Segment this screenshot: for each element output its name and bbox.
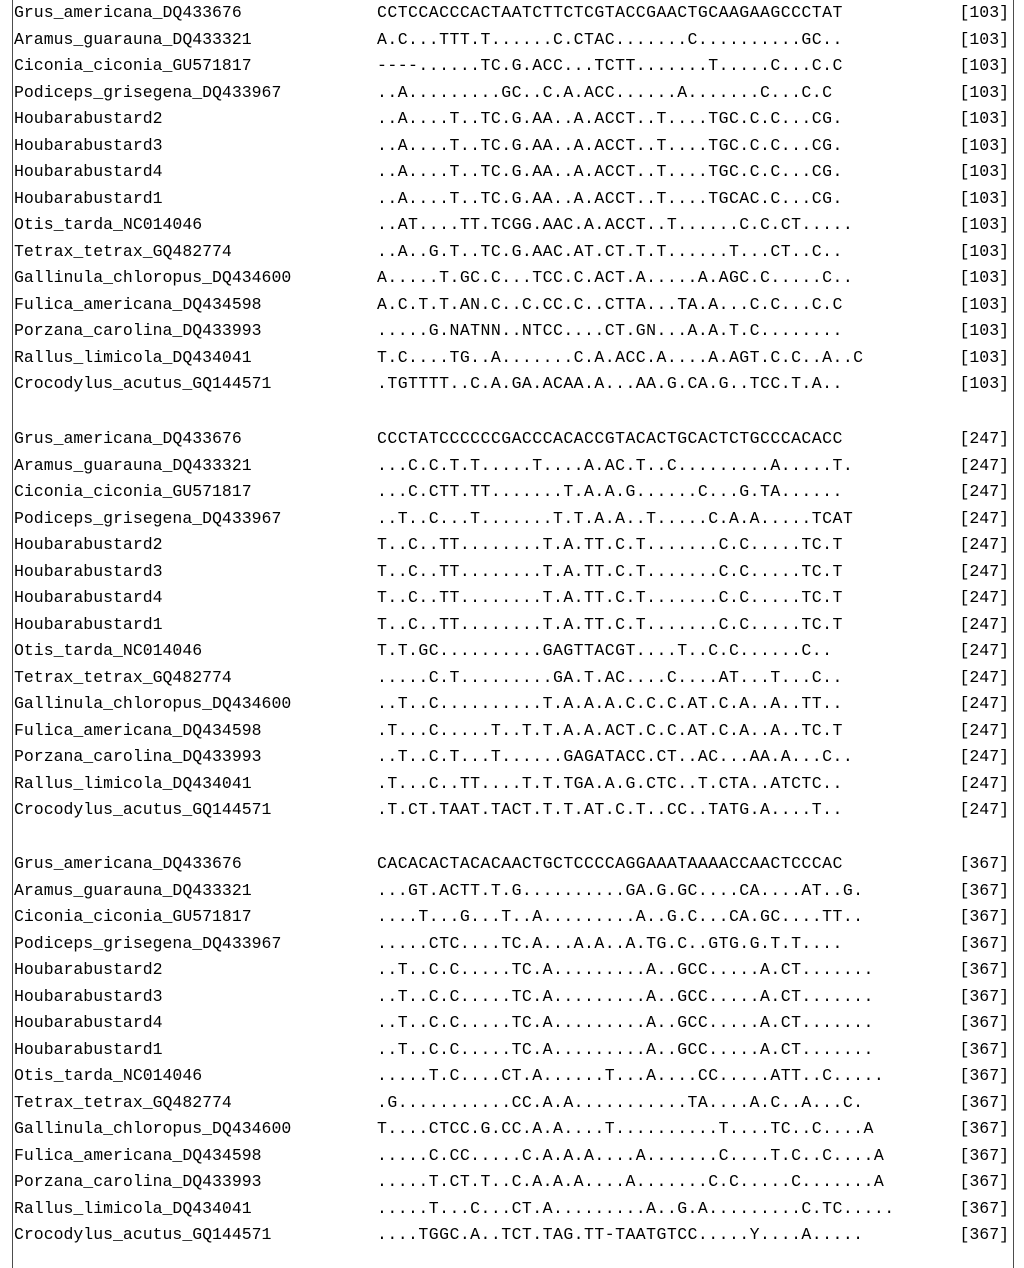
alignment-block [14,426,1010,824]
sequence-segment: ----......TC.G.ACC...TCTT.......T.....C...C.C [377,56,843,75]
position-marker: [103] [959,347,1009,367]
sequence-segment: ...GT.ACTT.T.G..........GA.G.GC....CA....AT..G. [377,880,864,900]
alignment-row [14,797,1010,824]
sequence-segment: ....TGGC.A..TCT.TAG.TT-TAATGTCC.....Y....A..... [377,1225,864,1244]
taxon-label: Podiceps_grisegena_DQ433967 [14,508,282,528]
taxon-label: Gallinula_chloropus_DQ434600 [14,268,292,287]
taxon-label: Porzana_carolina_DQ433993 [14,321,262,340]
position-marker: [367] [959,1119,1009,1138]
alignment-row [14,133,1010,160]
sequence-segment: ..T..C.C.....TC.A.........A..GCC.....A.CT....... [377,960,874,979]
taxon-label: Houbarabustard4 [14,588,163,607]
taxon-label: Grus_americana_DQ433676 [14,3,242,22]
sequence-segment: ..AT....TT.TCGG.AAC.A.ACCT..T......C.C.CT..... [377,215,854,234]
taxon-label: Rallus_limicola_DQ434041 [14,1198,252,1218]
taxon-label: Houbarabustard1 [14,614,163,634]
position-marker: [247] [959,588,1009,607]
position-marker: [367] [959,986,1009,1006]
alignment-block [14,0,1010,398]
taxon-label: Houbarabustard1 [14,1039,163,1059]
taxon-label: Tetrax_tetrax_GQ482774 [14,667,232,687]
sequence-segment: ...C.CTT.TT.......T.A.A.G......C...G.TA...... [377,482,843,501]
alignment-row [14,957,1010,984]
position-marker: [367] [959,1145,1009,1165]
alignment-row [14,1196,1010,1223]
sequence-segment: .T.CT.TAAT.TACT.T.T.AT.C.T..CC..TATG.A....T.. [377,800,843,819]
position-marker: [247] [959,455,1009,475]
alignment-row [14,292,1010,319]
sequence-segment: .....T.CT.T..C.A.A.A....A.......C.C.....C.......A [377,1172,885,1191]
alignment-row [14,318,1010,345]
position-marker: [367] [959,880,1009,900]
taxon-label: Aramus_guarauna_DQ433321 [14,455,252,475]
alignment-row [14,931,1010,958]
position-marker: [247] [959,535,1009,554]
alignment-row [14,0,1010,27]
sequence-segment: CACACACTACACAACTGCTCCCCAGGAAATAAAACCAACTCCCAC [377,854,843,873]
sequence-segment: A.....T.GC.C...TCC.C.ACT.A.....A.AGC.C.....C.. [377,268,854,287]
taxon-label: Houbarabustard2 [14,960,163,979]
sequence-segment: .T...C.....T..T.T.A.A.ACT.C.C.AT.C.A..A..TC.T [377,720,843,740]
position-marker: [247] [959,800,1009,819]
taxon-label: Crocodylus_acutus_GQ144571 [14,374,272,393]
alignment-row [14,426,1010,453]
sequence-segment: T..C..TT........T.A.TT.C.T.......C.C.....TC.T [377,535,843,554]
taxon-label: Grus_americana_DQ433676 [14,854,242,873]
alignment-row [14,1010,1010,1037]
sequence-segment: ..A....T..TC.G.AA..A.ACCT..T....TGC.C.C...CG. [377,162,843,181]
position-marker: [247] [959,482,1009,501]
taxon-label: Rallus_limicola_DQ434041 [14,773,252,793]
taxon-label: Houbarabustard3 [14,986,163,1006]
taxon-label: Tetrax_tetrax_GQ482774 [14,241,232,261]
position-marker: [103] [959,294,1009,314]
position-marker: [247] [959,747,1009,766]
sequence-segment: T....CTCC.G.CC.A.A....T..........T....TC..C....A [377,1119,874,1138]
taxon-label: Aramus_guarauna_DQ433321 [14,29,252,49]
taxon-label: Aramus_guarauna_DQ433321 [14,880,252,900]
taxon-label: Grus_americana_DQ433676 [14,429,242,448]
alignment-row [14,371,1010,398]
sequence-segment: ..A..G.T..TC.G.AAC.AT.CT.T.T......T...CT..C.. [377,241,843,261]
position-marker: [367] [959,1013,1009,1032]
taxon-label: Podiceps_grisegena_DQ433967 [14,933,282,953]
alignment-row [14,878,1010,905]
sequence-segment: ..T..C.C.....TC.A.........A..GCC.....A.CT....... [377,1039,874,1059]
sequence-segment: CCTCCACCCACTAATCTTCTCGTACCGAACTGCAAGAAGCCCTAT [377,3,843,22]
position-marker: [367] [959,854,1009,873]
position-marker: [367] [959,907,1009,926]
alignment-row [14,612,1010,639]
position-marker: [103] [959,215,1009,234]
sequence-segment: ..A....T..TC.G.AA..A.ACCT..T....TGC.C.C...CG. [377,135,843,155]
position-marker: [367] [959,1039,1009,1059]
alignment-row [14,1116,1010,1143]
sequence-segment: T..C..TT........T.A.TT.C.T.......C.C.....TC.T [377,614,843,634]
taxon-label: Fulica_americana_DQ434598 [14,720,262,740]
sequence-segment: T.C....TG..A.......C.A.ACC.A....A.AGT.C.C..A..C [377,347,864,367]
alignment-row [14,1143,1010,1170]
taxon-label: Houbarabustard4 [14,1013,163,1032]
position-marker: [247] [959,667,1009,687]
position-marker: [103] [959,162,1009,181]
alignment-row [14,1063,1010,1090]
position-marker: [367] [959,1225,1009,1244]
alignment-row [14,212,1010,239]
taxon-label: Porzana_carolina_DQ433993 [14,747,262,766]
alignment-row [14,1222,1010,1249]
taxon-label: Houbarabustard1 [14,188,163,208]
taxon-label: Houbarabustard3 [14,135,163,155]
alignment-row [14,27,1010,54]
alignment-row [14,506,1010,533]
taxon-label: Otis_tarda_NC014046 [14,641,203,660]
alignment-row [14,1090,1010,1117]
alignment-row [14,80,1010,107]
taxon-label: Crocodylus_acutus_GQ144571 [14,1225,272,1244]
sequence-segment: .....CTC....TC.A...A.A..A.TG.C..GTG.G.T.T.... [377,933,843,953]
position-marker: [103] [959,268,1009,287]
position-marker: [103] [959,241,1009,261]
taxon-label: Podiceps_grisegena_DQ433967 [14,82,282,102]
sequence-segment: ...C.C.T.T.....T....A.AC.T..C.........A.....T. [377,455,854,475]
sequence-segment: A.C...TTT.T......C.CTAC.......C..........GC.. [377,29,843,49]
taxon-label: Ciconia_ciconia_GU571817 [14,907,252,926]
alignment-row [14,851,1010,878]
position-marker: [367] [959,960,1009,979]
taxon-label: Houbarabustard2 [14,109,163,128]
sequence-segment: ..A....T..TC.G.AA..A.ACCT..T....TGC.C.C...CG. [377,109,843,128]
alignment-row [14,691,1010,718]
position-marker: [367] [959,1066,1009,1085]
position-marker: [103] [959,321,1009,340]
position-marker: [247] [959,694,1009,713]
alignment-row [14,904,1010,931]
alignment-row [14,265,1010,292]
position-marker: [103] [959,109,1009,128]
alignment-row [14,984,1010,1011]
position-marker: [103] [959,82,1009,102]
taxon-label: Otis_tarda_NC014046 [14,215,203,234]
sequence-segment: .....G.NATNN..NTCC....CT.GN...A.A.T.C........ [377,321,843,340]
sequence-segment: CCCTATCCCCCCGACCCACACCGTACACTGCACTCTGCCCACACC [377,429,843,448]
sequence-segment: ..T..C.C.....TC.A.........A..GCC.....A.CT....... [377,986,874,1006]
sequence-segment: .....T.C....CT.A......T...A....CC.....ATT..C..... [377,1066,885,1085]
sequence-segment: .....T...C...CT.A.........A..G.A.........C.TC..... [377,1198,895,1218]
alignment-row [14,453,1010,480]
alignment-row [14,106,1010,133]
alignment-row [14,1037,1010,1064]
taxon-label: Otis_tarda_NC014046 [14,1066,203,1085]
alignment-row [14,744,1010,771]
sequence-segment: .TGTTTT..C.A.GA.ACAA.A...AA.G.CA.G..TCC.T.A.. [377,374,843,393]
sequence-segment: ..T..C.T...T......GAGATACC.CT..AC...AA.A...C.. [377,747,854,766]
position-marker: [103] [959,3,1009,22]
position-marker: [367] [959,1198,1009,1218]
alignment-row [14,665,1010,692]
alignment-row [14,159,1010,186]
position-marker: [103] [959,374,1009,393]
position-marker: [247] [959,429,1009,448]
position-marker: [367] [959,933,1009,953]
alignment-row [14,638,1010,665]
taxon-label: Houbarabustard2 [14,535,163,554]
sequence-segment: ..T..C.C.....TC.A.........A..GCC.....A.CT....... [377,1013,874,1032]
taxon-label: Rallus_limicola_DQ434041 [14,347,252,367]
position-marker: [103] [959,56,1009,75]
taxon-label: Ciconia_ciconia_GU571817 [14,482,252,501]
alignment-row [14,1169,1010,1196]
sequence-segment: ..T..C..........T.A.A.A.C.C.C.AT.C.A..A..TT.. [377,694,843,713]
sequence-segment: A.C.T.T.AN.C..C.CC.C..CTTA...TA.A...C.C...C.C [377,294,843,314]
sequence-segment: ..A....T..TC.G.AA..A.ACCT..T....TGCAC.C...CG. [377,188,843,208]
taxon-label: Gallinula_chloropus_DQ434600 [14,1119,292,1138]
taxon-label: Porzana_carolina_DQ433993 [14,1172,262,1191]
alignment-row [14,239,1010,266]
sequence-segment: T..C..TT........T.A.TT.C.T.......C.C.....TC.T [377,561,843,581]
alignment-row [14,559,1010,586]
alignment-row [14,718,1010,745]
sequence-segment: .....C.T.........GA.T.AC....C....AT...T...C.. [377,667,843,687]
position-marker: [247] [959,614,1009,634]
alignment-row [14,532,1010,559]
sequence-segment: ..T..C...T.......T.T.A.A..T.....C.A.A.....TCAT [377,508,854,528]
taxon-label: Houbarabustard3 [14,561,163,581]
position-marker: [103] [959,135,1009,155]
taxon-label: Fulica_americana_DQ434598 [14,1145,262,1165]
position-marker: [247] [959,508,1009,528]
position-marker: [367] [959,1092,1009,1112]
position-marker: [103] [959,188,1009,208]
sequence-segment: ..A.........GC..C.A.ACC......A.......C...C.C [377,82,833,102]
position-marker: [247] [959,561,1009,581]
alignment-row [14,53,1010,80]
sequence-segment: .G...........CC.A.A...........TA....A.C..A...C. [377,1092,864,1112]
sequence-segment: .T...C..TT....T.T.TGA.A.G.CTC..T.CTA..ATCTC.. [377,773,843,793]
position-marker: [247] [959,641,1009,660]
alignment-row [14,345,1010,372]
sequence-segment: T.T.GC..........GAGTTACGT....T..C.C......C.. [377,641,833,660]
sequence-segment: T..C..TT........T.A.TT.C.T.......C.C.....TC.T [377,588,843,607]
taxon-label: Gallinula_chloropus_DQ434600 [14,694,292,713]
taxon-label: Ciconia_ciconia_GU571817 [14,56,252,75]
position-marker: [247] [959,720,1009,740]
sequence-segment: ....T...G...T..A.........A..G.C...CA.GC....TT.. [377,907,864,926]
alignment-row [14,186,1010,213]
taxon-label: Tetrax_tetrax_GQ482774 [14,1092,232,1112]
position-marker: [103] [959,29,1009,49]
alignment-row [14,479,1010,506]
taxon-label: Crocodylus_acutus_GQ144571 [14,800,272,819]
sequence-segment: .....C.CC.....C.A.A.A....A.......C....T.C..C....A [377,1145,885,1165]
position-marker: [247] [959,773,1009,793]
taxon-label: Houbarabustard4 [14,162,163,181]
alignment-row [14,585,1010,612]
alignment-block [14,851,1010,1249]
taxon-label: Fulica_americana_DQ434598 [14,294,262,314]
position-marker: [367] [959,1172,1009,1191]
alignment-row [14,771,1010,798]
